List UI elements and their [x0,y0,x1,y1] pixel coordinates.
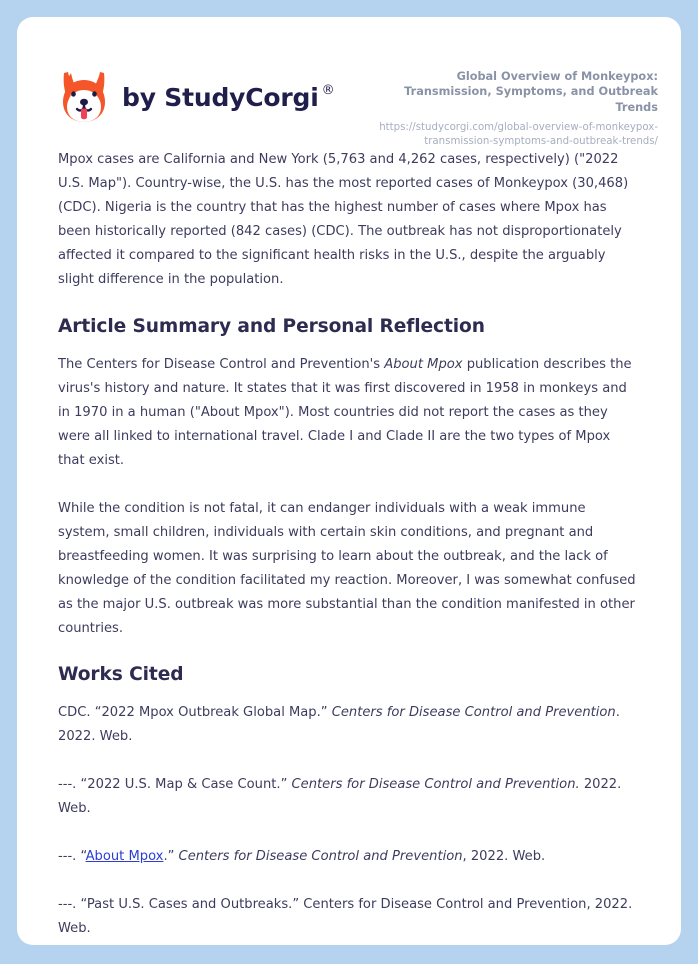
document-meta [368,64,658,148]
citation-suffix: , 2022. Web. [462,849,546,865]
brand-name-text: by StudyCorgi [122,82,319,112]
summary-p1-text-before: The Centers for Disease Control and Prevention's [58,357,385,372]
summary-p1-text-after: publication describes the virus's history and nature. It states that it was first discovered in 1958 in monkeys and in 1970 in a human ("About Mpox"). Most countries did not report the cases as they were all linked to international travel. Clade I and Clade II are the two types of Mpox that exist. [58,357,632,468]
section-works-cited [58,664,636,941]
citation-source-italic: Centers for Disease Control and Prevention. [291,777,580,793]
summary-paragraph-1 [58,353,636,473]
publication-title-about-mpox: About Mpox [384,357,463,372]
citation-suffix: 2022. Web. [58,777,622,817]
citation-suffix: . 2022. Web. [58,705,620,745]
citation-prefix: ---. “ [58,849,86,865]
citation-entry [58,701,636,749]
document-title: Global Overview of Monkeypox: Transmission, Symptoms, and Outbreak Trends [404,70,658,114]
citation-prefix: ---. “2022 U.S. Map & Case Count.” [58,777,292,793]
citation-source-italic: Centers for Disease Control and Prevention [331,705,616,721]
citation-link-about-mpox[interactable]: About Mpox [85,849,164,865]
section-heading-works-cited: Works Cited [58,664,184,686]
document-header [17,17,681,148]
intro-paragraph: Mpox cases are California and New York (5,763 and 4,262 cases, respectively) ("2022 U.S. Map"). Country-wise, the U.S. has the most reported cases of Monkeypox (30,468) (CDC). Nigeria is the country that has the highest number of cases where Mpox has been historically reported (842 cases) (CDC). The outbreak has not disproportionately affected it compared to the significant health risks in the U.S., despite the arguably slight difference in the population. [58,152,629,288]
brand-wordmark [122,83,334,112]
section-heading-summary: Article Summary and Personal Reflection [58,316,485,337]
citation-entry [58,893,636,941]
registered-trademark-icon: ® [321,82,335,98]
summary-paragraph-2: While the condition is not fatal, it can endanger individuals with a weak immune system, small children, individuals with certain skin conditions, and pregnant and breastfeeding women. It was surprising to learn about the outbreak, and the lack of knowledge of the condition facilitated my reaction. Moreover, I was somewhat confused as the major U.S. outbreak was more substantial than the condition manifested in other countries. [58,500,636,636]
section-article-summary [58,316,636,640]
citation-entry [58,773,636,821]
document-body [17,148,681,941]
citation-prefix: ---. “Past U.S. Cases and Outbreaks.” Centers for Disease Control and Prevention, 2022. Web. [58,897,633,937]
citation-mid: .” [163,849,179,865]
document-url[interactable]: https://studycorgi.com/global-overview-of-monkeypox-transmission-symptoms-and-outbreak-trends/ [379,121,658,147]
citation-prefix: CDC. “2022 Mpox Outbreak Global Map.” [58,705,332,721]
citation-source-italic: Centers for Disease Control and Prevention [178,849,463,865]
brand-logo-group[interactable] [59,64,334,123]
corgi-face-icon [59,71,109,123]
citation-entry [58,845,636,869]
document-page [17,17,681,945]
